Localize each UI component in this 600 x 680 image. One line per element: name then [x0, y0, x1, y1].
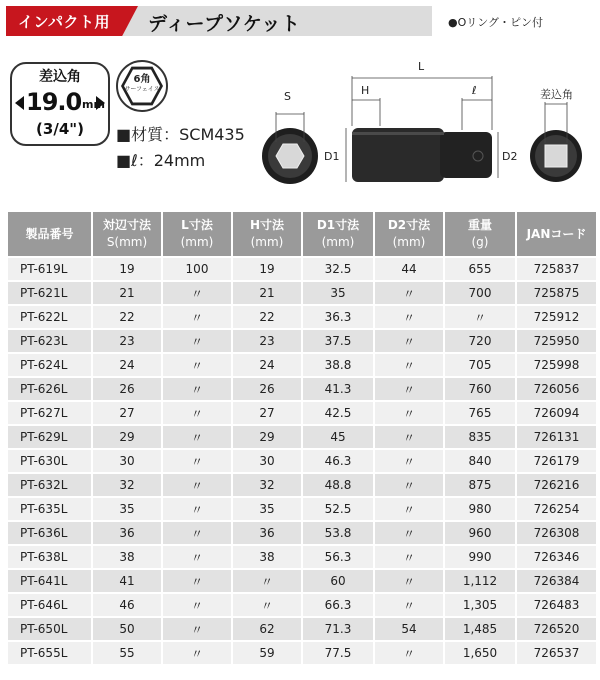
cell-across-flats: 19	[93, 258, 161, 280]
cell-jan-code: 726308	[517, 522, 596, 544]
cell-weight: 765	[445, 402, 515, 424]
cell-weight: 705	[445, 354, 515, 376]
cell-diameter-d1: 46.3	[303, 450, 373, 472]
cell-diameter-d1: 35	[303, 282, 373, 304]
cell-diameter-d2: 〃	[375, 642, 443, 664]
cell-product-code: PT-655L	[8, 642, 91, 664]
cell-weight: 760	[445, 378, 515, 400]
cell-across-flats: 35	[93, 498, 161, 520]
cell-length-h: 26	[233, 378, 301, 400]
cell-length-l: 〃	[163, 330, 231, 352]
cell-length-h: 23	[233, 330, 301, 352]
cell-jan-code: 726094	[517, 402, 596, 424]
cell-diameter-d2: 〃	[375, 450, 443, 472]
cell-jan-code: 725998	[517, 354, 596, 376]
cell-diameter-d1: 66.3	[303, 594, 373, 616]
cell-across-flats: 26	[93, 378, 161, 400]
column-header-label: H寸法	[249, 218, 285, 232]
cell-weight: 990	[445, 546, 515, 568]
drive-size-unit: mm	[82, 98, 105, 111]
cell-product-code: PT-635L	[8, 498, 91, 520]
ell-spec: ■ℓ：24mm	[116, 151, 206, 170]
cell-diameter-d1: 60	[303, 570, 373, 592]
cell-product-code: PT-641L	[8, 570, 91, 592]
cell-diameter-d2: 〃	[375, 498, 443, 520]
cell-length-h: 30	[233, 450, 301, 472]
cell-diameter-d1: 32.5	[303, 258, 373, 280]
drive-size-value: 19.0	[26, 88, 82, 116]
cell-jan-code: 725837	[517, 258, 596, 280]
cell-diameter-d2: 〃	[375, 402, 443, 424]
drive-end-view	[530, 102, 582, 182]
material-spec: ■材質：SCM435	[116, 125, 245, 144]
cell-length-h: 〃	[233, 594, 301, 616]
cell-product-code: PT-629L	[8, 426, 91, 448]
cell-product-code: PT-630L	[8, 450, 91, 472]
cell-length-l: 〃	[163, 642, 231, 664]
cell-weight: 1,650	[445, 642, 515, 664]
socket-drawing	[256, 56, 596, 204]
column-header-unit: (mm)	[392, 235, 426, 249]
cell-diameter-d2: 〃	[375, 522, 443, 544]
column-header-label: D2寸法	[387, 218, 431, 232]
column-header-unit: (mm)	[180, 235, 214, 249]
cell-length-l: 〃	[163, 426, 231, 448]
cell-across-flats: 41	[93, 570, 161, 592]
table-row	[8, 378, 596, 400]
cell-jan-code: 726520	[517, 618, 596, 640]
column-header-unit: (mm)	[250, 235, 284, 249]
arrow-right-icon	[96, 96, 105, 110]
column-header-unit: S(mm)	[106, 235, 148, 249]
cell-jan-code: 726254	[517, 498, 596, 520]
cell-length-l: 〃	[163, 618, 231, 640]
cell-length-l: 〃	[163, 522, 231, 544]
column-header-diameter-d2	[375, 212, 443, 256]
column-header-label: 対辺寸法	[102, 218, 151, 232]
cell-across-flats: 21	[93, 282, 161, 304]
table-row	[8, 618, 596, 640]
cell-length-h: 27	[233, 402, 301, 424]
cell-across-flats: 29	[93, 426, 161, 448]
cell-product-code: PT-621L	[8, 282, 91, 304]
cell-product-code: PT-624L	[8, 354, 91, 376]
table-row	[8, 522, 596, 544]
cell-length-h: 24	[233, 354, 301, 376]
cell-jan-code: 726346	[517, 546, 596, 568]
table-row	[8, 282, 596, 304]
column-header-label: D1寸法	[316, 218, 360, 232]
column-header-length-h	[233, 212, 301, 256]
dim-label-s: S	[284, 90, 291, 103]
column-header-across-flats	[93, 212, 161, 256]
dim-label-d2: D2	[502, 150, 518, 163]
cell-diameter-d1: 52.5	[303, 498, 373, 520]
cell-weight: 1,305	[445, 594, 515, 616]
table-row	[8, 594, 596, 616]
cell-jan-code: 725912	[517, 306, 596, 328]
cell-jan-code: 726216	[517, 474, 596, 496]
dim-label-ell: ℓ	[472, 84, 477, 97]
cell-diameter-d1: 37.5	[303, 330, 373, 352]
cell-diameter-d1: 38.8	[303, 354, 373, 376]
dim-label-d1: D1	[324, 150, 340, 163]
cell-jan-code: 725950	[517, 330, 596, 352]
drive-size-inch: (3/4")	[36, 120, 84, 138]
column-header-label: JANコード	[526, 226, 587, 241]
cell-diameter-d2: 〃	[375, 426, 443, 448]
cell-length-h: 〃	[233, 570, 301, 592]
cell-length-l: 〃	[163, 570, 231, 592]
column-header-unit: (g)	[471, 235, 489, 249]
cell-length-h: 32	[233, 474, 301, 496]
cell-weight: 700	[445, 282, 515, 304]
cell-length-l: 〃	[163, 306, 231, 328]
table-row	[8, 498, 596, 520]
accessory-note: ●Oリング・ピン付	[448, 16, 544, 29]
cell-product-code: PT-646L	[8, 594, 91, 616]
title-bar	[6, 6, 432, 36]
column-header-length-l	[163, 212, 231, 256]
cell-jan-code: 726179	[517, 450, 596, 472]
column-header-label: L寸法	[181, 218, 213, 232]
cell-weight: 1,112	[445, 570, 515, 592]
cell-weight: 835	[445, 426, 515, 448]
cell-length-l: 〃	[163, 282, 231, 304]
cell-diameter-d1: 77.5	[303, 642, 373, 664]
cell-length-l: 100	[163, 258, 231, 280]
cell-length-l: 〃	[163, 354, 231, 376]
cell-length-l: 〃	[163, 474, 231, 496]
cell-across-flats: 32	[93, 474, 161, 496]
cell-jan-code: 726537	[517, 642, 596, 664]
cell-length-l: 〃	[163, 546, 231, 568]
hex-surface-badge	[116, 60, 168, 112]
cell-diameter-d2: 〃	[375, 378, 443, 400]
cell-diameter-d1: 53.8	[303, 522, 373, 544]
table-row	[8, 402, 596, 424]
drive-size-badge	[10, 62, 110, 146]
table-row	[8, 546, 596, 568]
cell-length-h: 38	[233, 546, 301, 568]
column-header-diameter-d1	[303, 212, 373, 256]
table-row	[8, 306, 596, 328]
cell-diameter-d2: 〃	[375, 546, 443, 568]
table-row	[8, 570, 596, 592]
cell-length-l: 〃	[163, 594, 231, 616]
cell-length-h: 19	[233, 258, 301, 280]
table-header-row	[8, 212, 596, 256]
table-row	[8, 330, 596, 352]
cell-across-flats: 24	[93, 354, 161, 376]
cell-length-h: 36	[233, 522, 301, 544]
cell-weight: 655	[445, 258, 515, 280]
cell-jan-code: 726131	[517, 426, 596, 448]
cell-length-h: 35	[233, 498, 301, 520]
cell-length-l: 〃	[163, 378, 231, 400]
cell-product-code: PT-627L	[8, 402, 91, 424]
cell-across-flats: 23	[93, 330, 161, 352]
cell-weight: 875	[445, 474, 515, 496]
cell-jan-code: 726384	[517, 570, 596, 592]
cell-weight: 〃	[445, 306, 515, 328]
page-title: ディープソケット	[148, 13, 301, 35]
cell-weight: 720	[445, 330, 515, 352]
cell-diameter-d2: 〃	[375, 570, 443, 592]
hex-label: 6角	[133, 74, 151, 85]
cell-weight: 1,485	[445, 618, 515, 640]
drive-size-label: 差込角	[39, 69, 81, 85]
cell-diameter-d2: 〃	[375, 474, 443, 496]
cell-across-flats: 22	[93, 306, 161, 328]
table-row	[8, 642, 596, 664]
cell-length-l: 〃	[163, 450, 231, 472]
dim-label-h: H	[361, 84, 370, 97]
cell-length-h: 22	[233, 306, 301, 328]
cell-diameter-d1: 56.3	[303, 546, 373, 568]
cell-weight: 840	[445, 450, 515, 472]
cell-across-flats: 55	[93, 642, 161, 664]
opening-end-view	[262, 112, 318, 184]
cell-product-code: PT-636L	[8, 522, 91, 544]
cell-length-h: 62	[233, 618, 301, 640]
spec-table	[6, 210, 598, 666]
cell-diameter-d2: 54	[375, 618, 443, 640]
table-row	[8, 474, 596, 496]
column-header-weight	[445, 212, 515, 256]
cell-jan-code: 726056	[517, 378, 596, 400]
cell-diameter-d2: 〃	[375, 354, 443, 376]
cell-diameter-d1: 42.5	[303, 402, 373, 424]
cell-length-h: 21	[233, 282, 301, 304]
cell-product-code: PT-619L	[8, 258, 91, 280]
cell-product-code: PT-623L	[8, 330, 91, 352]
cell-diameter-d2: 〃	[375, 306, 443, 328]
cell-weight: 980	[445, 498, 515, 520]
cell-diameter-d1: 36.3	[303, 306, 373, 328]
surface-label: サーフェイス	[124, 86, 160, 93]
table-row	[8, 354, 596, 376]
cell-product-code: PT-632L	[8, 474, 91, 496]
cell-diameter-d1: 71.3	[303, 618, 373, 640]
cell-weight: 960	[445, 522, 515, 544]
cell-length-h: 29	[233, 426, 301, 448]
category-label: インパクト用	[18, 13, 110, 31]
cell-across-flats: 50	[93, 618, 161, 640]
cell-jan-code: 726483	[517, 594, 596, 616]
cell-across-flats: 46	[93, 594, 161, 616]
socket-diagram	[256, 56, 596, 204]
cell-diameter-d1: 45	[303, 426, 373, 448]
cell-diameter-d2: 〃	[375, 594, 443, 616]
cell-diameter-d1: 48.8	[303, 474, 373, 496]
cell-diameter-d2: 〃	[375, 330, 443, 352]
cell-product-code: PT-626L	[8, 378, 91, 400]
cell-product-code: PT-622L	[8, 306, 91, 328]
cell-length-h: 59	[233, 642, 301, 664]
cell-across-flats: 36	[93, 522, 161, 544]
column-header-product-code	[8, 212, 91, 256]
column-header-jan-code	[517, 212, 596, 256]
cell-product-code: PT-638L	[8, 546, 91, 568]
cell-across-flats: 30	[93, 450, 161, 472]
cell-across-flats: 38	[93, 546, 161, 568]
table-row	[8, 426, 596, 448]
column-header-unit: (mm)	[321, 235, 355, 249]
cell-diameter-d1: 41.3	[303, 378, 373, 400]
cell-across-flats: 27	[93, 402, 161, 424]
arrow-left-icon	[15, 96, 24, 110]
dim-label-drive: 差込角	[540, 88, 573, 101]
table-body	[8, 258, 596, 664]
cell-diameter-d2: 44	[375, 258, 443, 280]
cell-jan-code: 725875	[517, 282, 596, 304]
table-row	[8, 258, 596, 280]
cell-diameter-d2: 〃	[375, 282, 443, 304]
cell-length-l: 〃	[163, 498, 231, 520]
cell-length-l: 〃	[163, 402, 231, 424]
dim-label-l: L	[418, 60, 425, 73]
column-header-label: 重量	[467, 218, 492, 232]
table-row	[8, 450, 596, 472]
cell-product-code: PT-650L	[8, 618, 91, 640]
column-header-label: 製品番号	[25, 226, 74, 241]
